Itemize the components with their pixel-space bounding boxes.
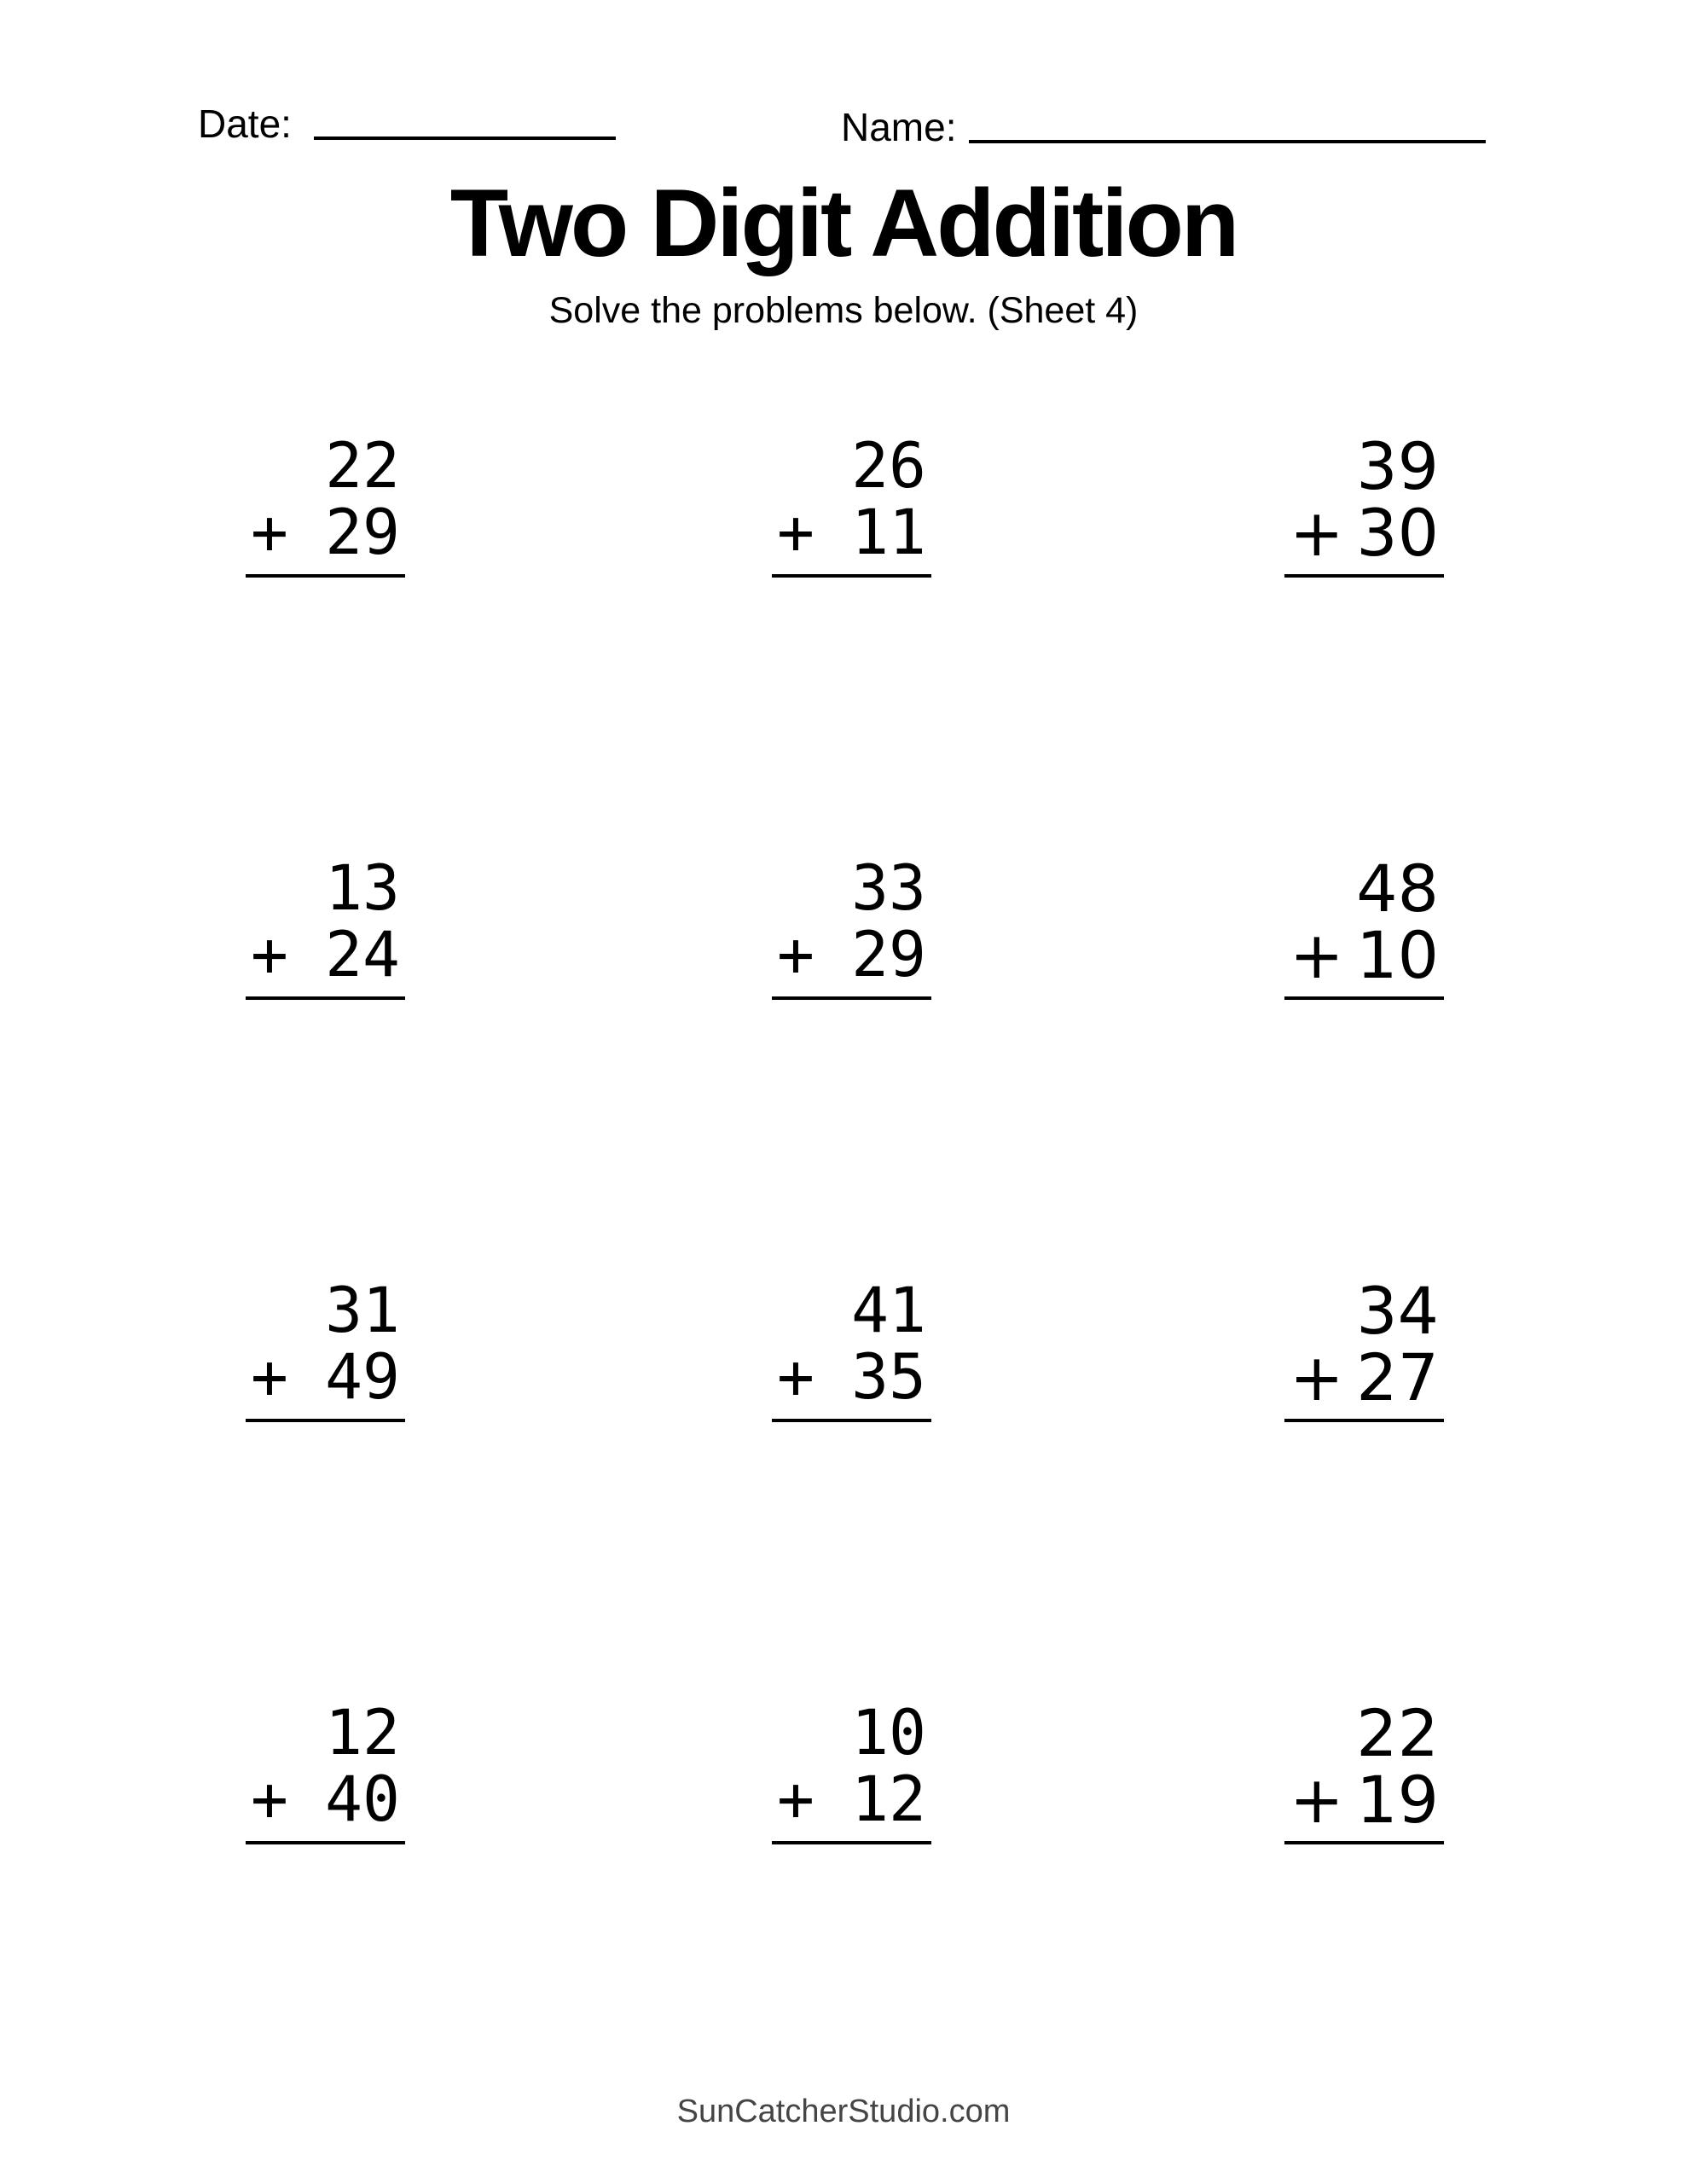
answer-line [246,1419,405,1422]
addend-top: 22 [325,430,400,502]
plus-operator: + [251,919,288,991]
answer-line [772,1419,931,1422]
addend-bottom: 29 [851,919,926,991]
answer-line [246,574,405,578]
answer-line [772,574,931,578]
answer-line [772,996,931,1000]
plus-operator: + [777,1763,815,1836]
addend-bottom: 49 [325,1341,400,1414]
plus-operator: + [777,1341,815,1414]
addend-top: 10 [851,1697,926,1769]
problem-10 [246,1697,405,1844]
answer-line [1284,1841,1444,1844]
plus-operator: + [251,1341,288,1414]
addend-bottom: 19 [1356,1762,1439,1838]
addend-bottom: 27 [1356,1339,1439,1415]
addend-top: 39 [1356,428,1439,504]
name-blank-line [969,140,1486,143]
addend-bottom: 40 [325,1763,400,1836]
problem-6 [1284,851,1444,1000]
problem-4 [246,852,405,1000]
plus-operator: + [777,497,815,569]
problem-12 [1284,1695,1444,1844]
problem-2 [772,430,931,578]
addend-bottom: 35 [851,1341,926,1414]
addend-bottom: 10 [1356,917,1439,993]
answer-line [1284,574,1444,578]
addend-top: 34 [1356,1273,1439,1349]
addend-bottom: 12 [851,1763,926,1836]
date-blank-line [314,136,616,140]
plus-operator: + [251,497,288,569]
addend-bottom: 30 [1356,495,1439,571]
addend-bottom: 24 [325,919,400,991]
problem-9 [1284,1273,1444,1422]
addend-top: 33 [851,852,926,925]
page-title: Two Digit Addition [449,170,1238,276]
addend-top: 22 [1356,1695,1439,1771]
addend-top: 12 [325,1697,400,1769]
plus-operator: + [1290,1339,1344,1415]
addend-bottom: 11 [851,497,926,569]
addend-top: 26 [851,430,926,502]
addend-top: 41 [851,1275,926,1347]
problem-11 [772,1697,931,1844]
plus-operator: + [777,919,815,991]
problem-5 [772,852,931,1000]
name-label: Name: [841,105,957,149]
plus-operator: + [1290,1762,1344,1838]
answer-line [1284,996,1444,1000]
addend-top: 48 [1356,851,1439,926]
addend-top: 31 [325,1275,400,1347]
problem-7 [246,1275,405,1422]
footer-site-credit: SunCatcherStudio.com [676,2094,1011,2129]
addend-top: 13 [325,852,400,925]
problem-8 [772,1275,931,1422]
addend-bottom: 29 [325,497,400,569]
answer-line [246,1841,405,1844]
page-subtitle: Solve the problems below. (Sheet 4) [548,290,1139,331]
plus-operator: + [1290,495,1344,571]
plus-operator: + [251,1763,288,1836]
problem-3 [1284,428,1444,578]
plus-operator: + [1290,917,1344,993]
answer-line [1284,1419,1444,1422]
date-label: Date: [198,102,292,146]
problem-1 [246,430,405,578]
answer-line [246,996,405,1000]
answer-line [772,1841,931,1844]
